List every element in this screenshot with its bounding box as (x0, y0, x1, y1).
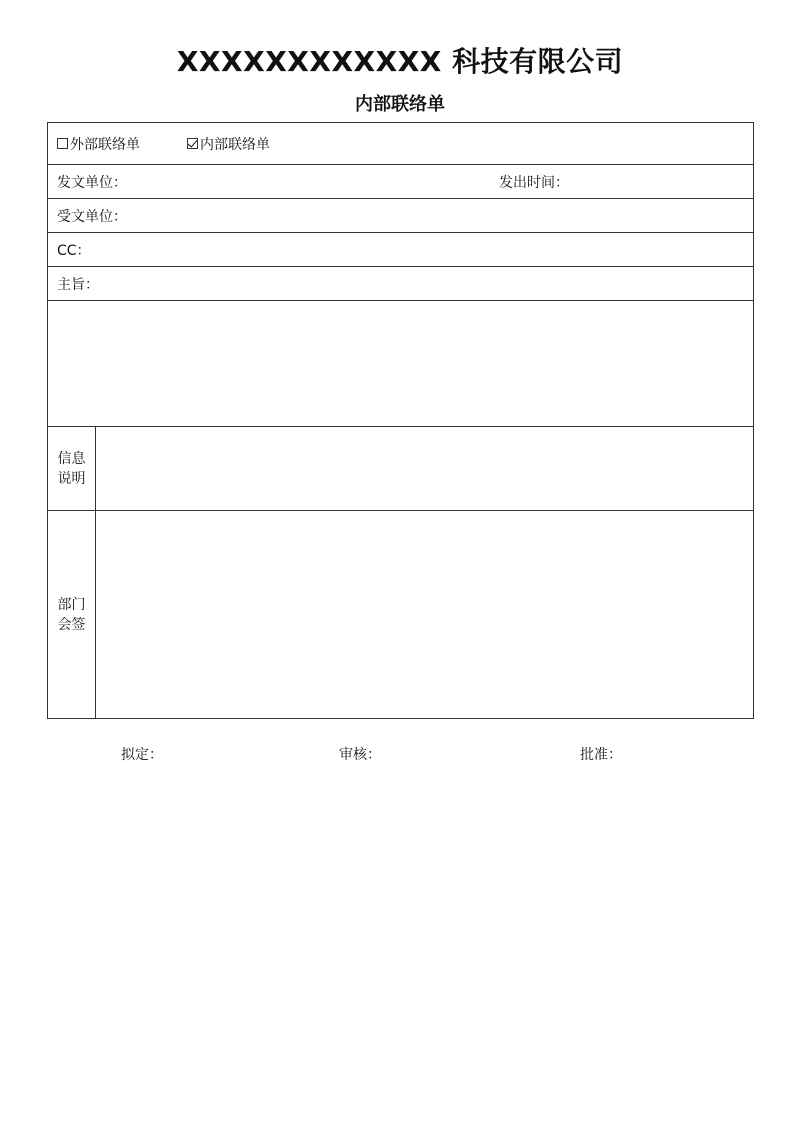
internal-option-label: 内部联络单 (200, 136, 270, 153)
dept-signoff-row (48, 511, 753, 718)
subject-label: 主旨： (57, 276, 99, 293)
external-option[interactable] (57, 134, 140, 154)
info-row (48, 427, 753, 511)
document-title: 内部联络单 (355, 94, 445, 115)
send-time-label: 发出时间： (499, 174, 569, 191)
receiver-row (48, 199, 753, 233)
external-checkbox[interactable] (57, 138, 68, 149)
sender-row (48, 165, 753, 199)
receiver-unit-label: 受文单位： (57, 208, 127, 225)
company-title: XXXXXXXXXXXX 科技有限公司 (176, 45, 624, 78)
subject-row (48, 267, 753, 301)
contact-form-table (47, 122, 754, 719)
internal-checkbox[interactable] (187, 138, 198, 149)
cc-row (48, 233, 753, 267)
content-area[interactable] (48, 301, 753, 427)
dept-label-line1: 部门 (57, 596, 86, 613)
drafted-by-label: 拟定： (121, 747, 163, 763)
dept-signoff-label (48, 511, 96, 718)
info-label-line1: 信息 (57, 450, 86, 467)
approved-by-label: 批准： (580, 747, 622, 763)
dept-label-line2: 会签 (57, 616, 86, 633)
info-label-line2: 说明 (57, 470, 86, 487)
reviewed-by-label: 审核： (339, 747, 381, 763)
external-option-label: 外部联络单 (70, 136, 140, 153)
internal-option[interactable] (187, 134, 270, 154)
info-label (48, 427, 96, 510)
cc-label: CC： (57, 242, 91, 259)
type-selection-row (48, 123, 753, 165)
sender-unit-label: 发文单位： (57, 174, 127, 191)
